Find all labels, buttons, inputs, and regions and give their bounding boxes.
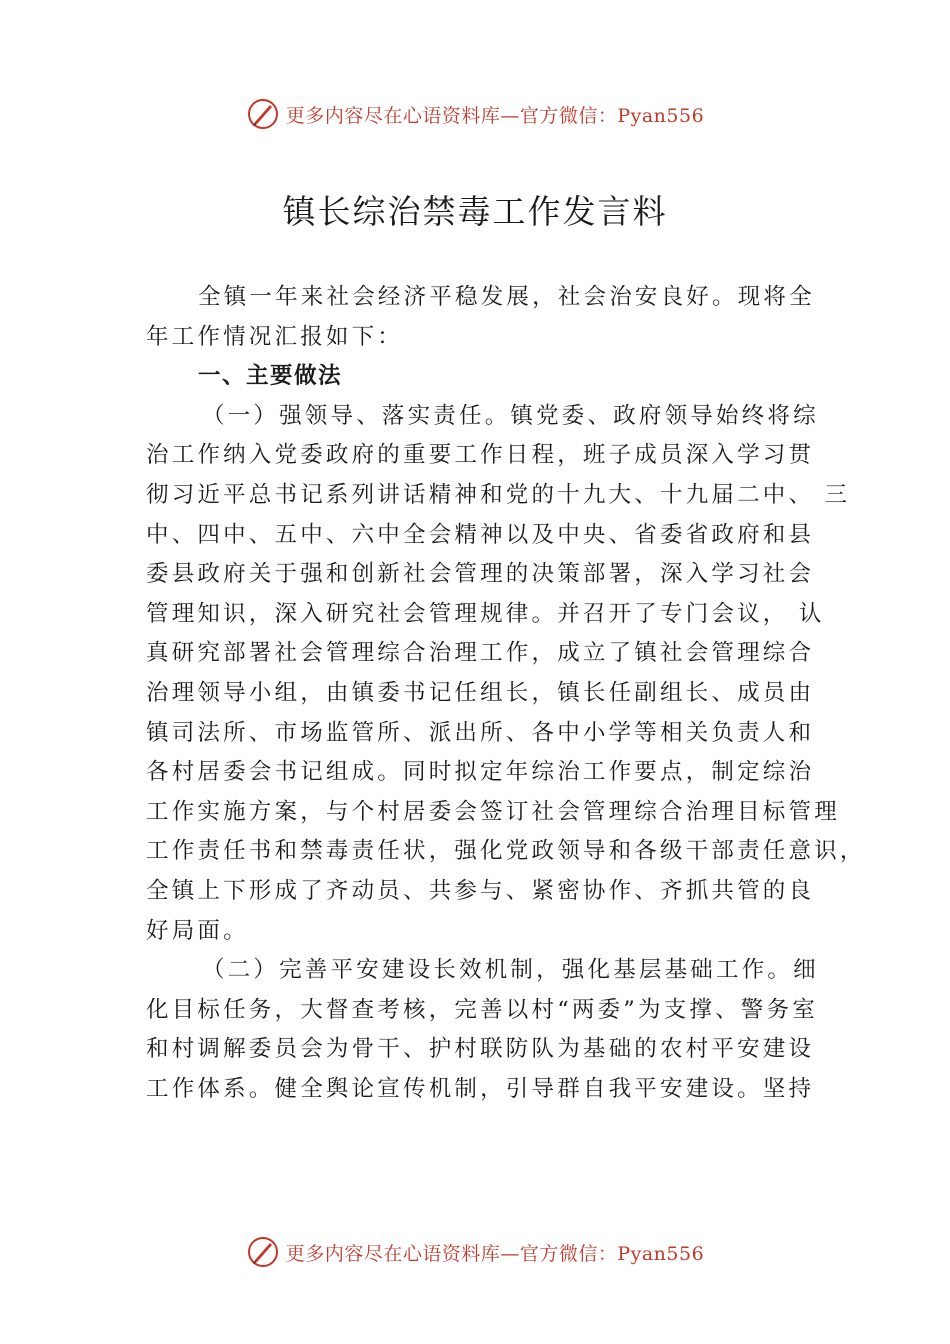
paragraph-line: 中、四中、五中、六中全会精神以及中央、省委省政府和县	[146, 521, 815, 548]
paragraph-line: 治工作纳入党委政府的重要工作日程，班子成员深入学习贯	[146, 442, 815, 469]
paragraph-line: 工作体系。健全舆论宣传机制，引导群自我平安建设。坚持	[146, 1075, 815, 1102]
document-body	[146, 278, 866, 1109]
paragraph-line: 镇司法所、市场监管所、派出所、各中小学等相关负责人和	[146, 719, 815, 746]
paragraph-line: 全镇一年来社会经济平稳发展，社会治安良好。现将全	[198, 284, 815, 310]
quill-pen-icon	[246, 97, 280, 131]
paragraph-line: 工作责任书和禁毒责任状，强化党政领导和各级干部责任意识，	[146, 838, 866, 865]
banner-text: 更多内容尽在心语资料库—官方微信：Pyan556	[285, 104, 705, 127]
footer-banner	[0, 1230, 950, 1274]
paragraph-line: 和村调解委员会为骨干、护村联防队为基础的农村平安建设	[146, 1036, 815, 1063]
paragraph-line: 委县政府关于强和创新社会管理的决策部署，深入学习社会	[146, 561, 815, 588]
section-heading: 一、主要做法	[198, 363, 343, 390]
banner-text: 更多内容尽在心语资料库—官方微信：Pyan556	[285, 1242, 705, 1265]
paragraph-line: （一）强领导、落实责任。镇党委、政府领导始终将综	[202, 402, 819, 429]
paragraph-line: 治理领导小组，由镇委书记任组长，镇长任副组长、成员由	[146, 679, 815, 706]
quill-pen-icon	[246, 1235, 280, 1269]
paragraph-line: 全镇上下形成了齐动员、共参与、紧密协作、齐抓共管的良	[146, 877, 815, 904]
paragraph-line: 年工作情况汇报如下：	[146, 323, 404, 350]
document-title: 镇长综治禁毒工作发言料	[282, 192, 668, 231]
paragraph-line: 各村居委会书记组成。同时拟定年综治工作要点，制定综治	[146, 759, 815, 786]
paragraph-line: 管理知识，深入研究社会管理规律。并召开了专门会议， 认	[146, 600, 825, 627]
paragraph-line: （二）完善平安建设长效机制，强化基层基础工作。细	[202, 957, 819, 984]
paragraph-line: 工作实施方案，与个村居委会签订社会管理综合治理目标管理	[146, 798, 840, 825]
paragraph-line: 化目标任务，大督查考核，完善以村“两委”为支撑、警务室	[146, 996, 818, 1023]
paragraph-line: 彻习近平总书记系列讲话精神和党的十九大、十九届二中、 三	[146, 481, 851, 508]
paragraph-line: 真研究部署社会管理综合治理工作，成立了镇社会管理综合	[146, 640, 815, 667]
header-banner	[0, 92, 950, 136]
paragraph-line: 好局面。	[146, 917, 249, 944]
